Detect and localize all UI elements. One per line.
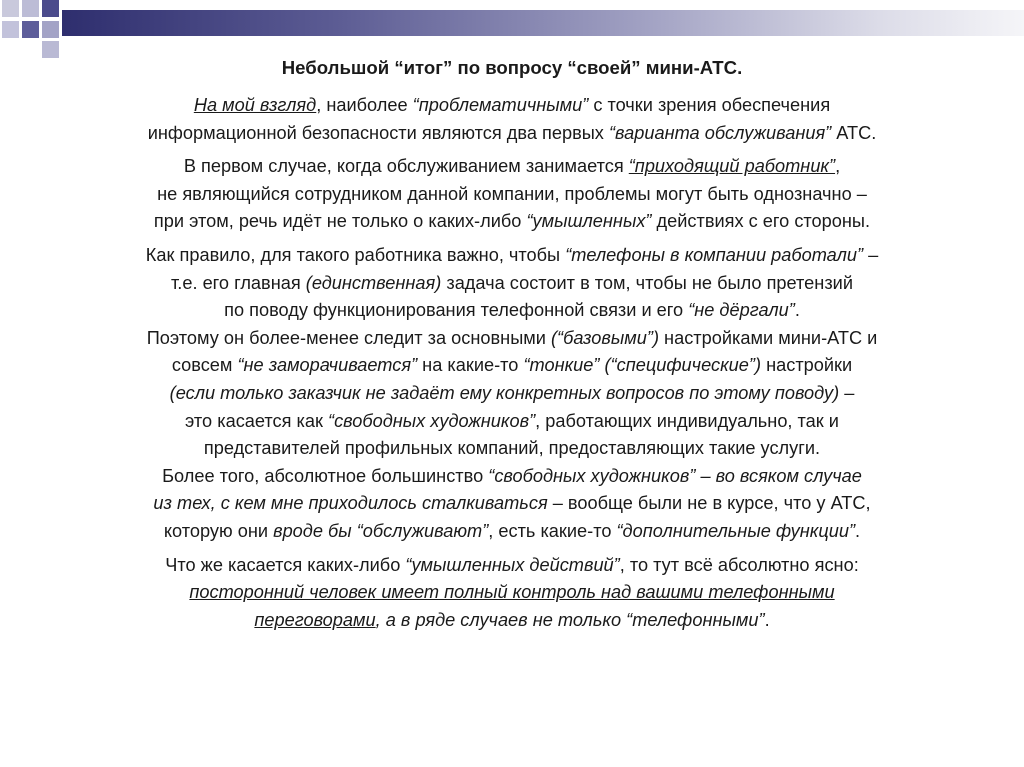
text-span: “телефоны в компании работали” [565, 244, 864, 265]
text-span: совсем [171, 355, 238, 376]
text-span: действиях с его стороны. [651, 211, 871, 232]
slide-content [0, 50, 1024, 640]
text-span: – [839, 382, 855, 403]
text-span: Более того, абсолютное большинство [162, 465, 489, 486]
text-span: , а в ряде случаев не только “телефонными” [375, 609, 765, 630]
text-span: В первом случае, когда обслуживанием занимается [183, 156, 629, 177]
paragraph-6 [0, 552, 1024, 635]
text-span: – вообще были не в курсе, что у АТС, [547, 493, 871, 514]
text-span: “умышленных” [526, 211, 652, 232]
text-span: “свободных художников” – во всяком случае [488, 465, 862, 486]
text-span: т.е. его главная [170, 272, 306, 293]
text-span: АТС. [831, 122, 877, 143]
text-span: информационной безопасности являются два первых [147, 122, 609, 143]
header-gradient-bar [62, 10, 1024, 36]
text-span: На мой взгляд [193, 95, 317, 115]
text-span: по поводу функционирования телефонной связи и его [224, 300, 689, 321]
text-span: – [863, 244, 879, 265]
text-span: “дополнительные функции” [616, 520, 856, 541]
text-span: “не дёргали” [688, 300, 795, 321]
text-span: “тонкие” (“специфические”) [523, 355, 762, 376]
slide-title: Небольшой “итог” по вопросу “своей” мини-АТС. [281, 57, 743, 78]
text-span: “свободных художников” [328, 410, 536, 431]
text-span: при этом, речь идёт не только о каких-либо [153, 211, 527, 232]
text-span: , то тут всё абсолютно ясно: [619, 554, 859, 575]
text-span: посторонний человек имеет полный контроль над вашими телефонными [189, 582, 835, 603]
text-span: “умышленных действий” [405, 554, 620, 575]
text-span: “варианта обслуживания” [608, 122, 832, 143]
text-span: . [855, 520, 861, 541]
decor-square [22, 0, 39, 17]
text-span: Что же касается каких-либо [165, 554, 406, 575]
text-span: вроде бы “обслуживают” [273, 520, 489, 541]
text-span: настройками мини-АТС и [659, 327, 878, 348]
text-span: “приходящий работник” [628, 156, 836, 177]
paragraph-3 [0, 242, 1024, 325]
text-span: из тех, с кем мне приходилось сталкиваться [153, 493, 548, 514]
text-span: “проблематичными” [412, 95, 589, 115]
text-span: , работающих индивидуально, так и [535, 410, 839, 431]
text-span: задача состоит в том, чтобы не было претензий [441, 272, 853, 293]
decor-square [42, 0, 59, 17]
paragraph-4 [0, 325, 1024, 463]
text-span: на какие-то [417, 355, 524, 376]
text-span: (если только заказчик не задаёт ему конкретных вопросов по этому поводу) [169, 382, 840, 403]
decor-square [2, 21, 19, 38]
text-span: настройки [761, 355, 853, 376]
decor-square [42, 21, 59, 38]
text-span: с точки зрения обеспечения [588, 95, 831, 115]
text-span: . [794, 300, 800, 321]
paragraph-1 [0, 92, 1024, 147]
text-span: которую они [163, 520, 274, 541]
text-span: это касается как [185, 410, 329, 431]
text-span: (единственная) [305, 272, 442, 293]
text-span: представителей профильных компаний, предоставляющих такие услуги. [203, 438, 821, 459]
text-span: “не заморачивается” [237, 355, 418, 376]
text-span: не являющийся сотрудником данной компании, проблемы могут быть однозначно – [157, 183, 867, 204]
text-span: , [835, 156, 841, 177]
text-span: , наиболее [316, 95, 413, 115]
paragraph-5 [0, 463, 1024, 546]
text-span: переговорами [254, 609, 376, 630]
text-span: Поэтому он более-менее следит за основными [146, 327, 551, 348]
paragraph-2 [0, 153, 1024, 236]
text-span: , есть какие-то [488, 520, 617, 541]
text-span: Как правило, для такого работника важно, чтобы [145, 244, 566, 265]
text-span: . [764, 609, 770, 630]
decor-square [2, 0, 19, 17]
text-span: (“базовыми”) [551, 327, 659, 348]
decor-square [22, 21, 39, 38]
